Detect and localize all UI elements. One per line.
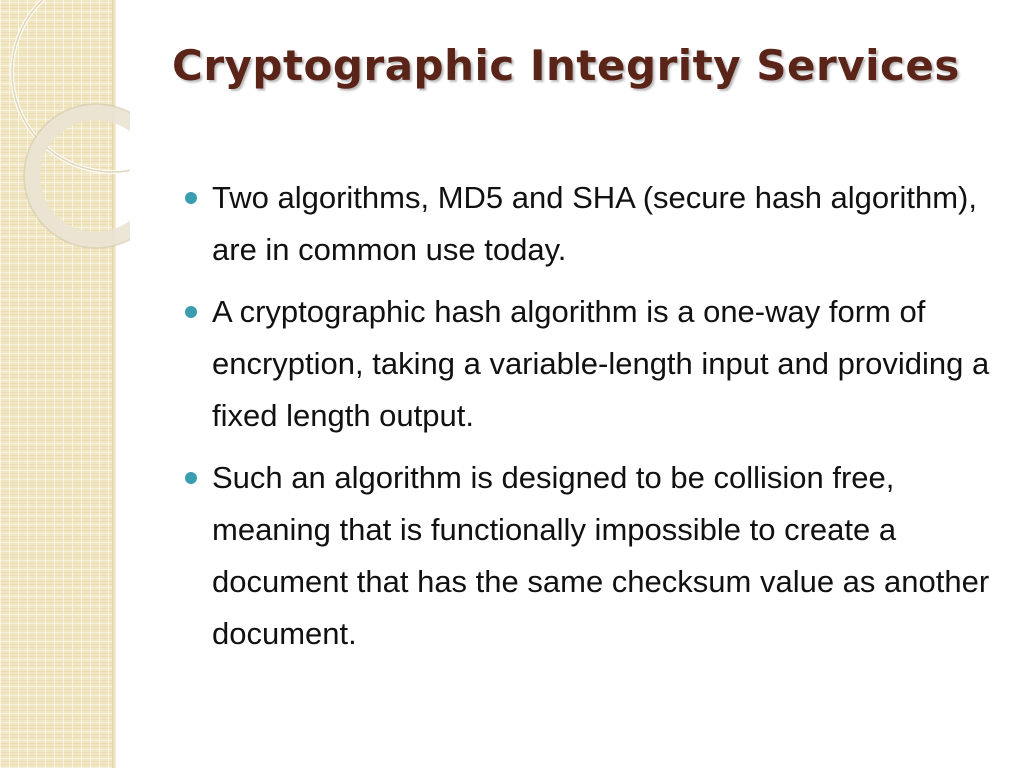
circle-bullet-icon xyxy=(185,192,197,204)
circle-bullet-icon xyxy=(185,306,197,318)
bullet-item xyxy=(182,452,1002,660)
bullet-text: Two algorithms, MD5 and SHA (secure hash algorithm), are in common use today. xyxy=(212,180,977,267)
bullet-item xyxy=(182,286,1002,442)
inner-ring xyxy=(32,112,130,240)
bullet-text: A cryptographic hash algorithm is a one-way form of encryption, taking a variable-length input and providing a fixed length output. xyxy=(212,294,990,433)
bullet-text: Such an algorithm is designed to be collision free, meaning that is functionally impossible to create a document that has the same checksum value as another document. xyxy=(212,460,990,651)
bullet-list xyxy=(182,172,1002,670)
decorative-rings xyxy=(0,0,130,260)
slide-title: Cryptographic Integrity Services xyxy=(172,41,960,90)
bullet-item xyxy=(182,172,1002,276)
circle-bullet-icon xyxy=(185,472,197,484)
